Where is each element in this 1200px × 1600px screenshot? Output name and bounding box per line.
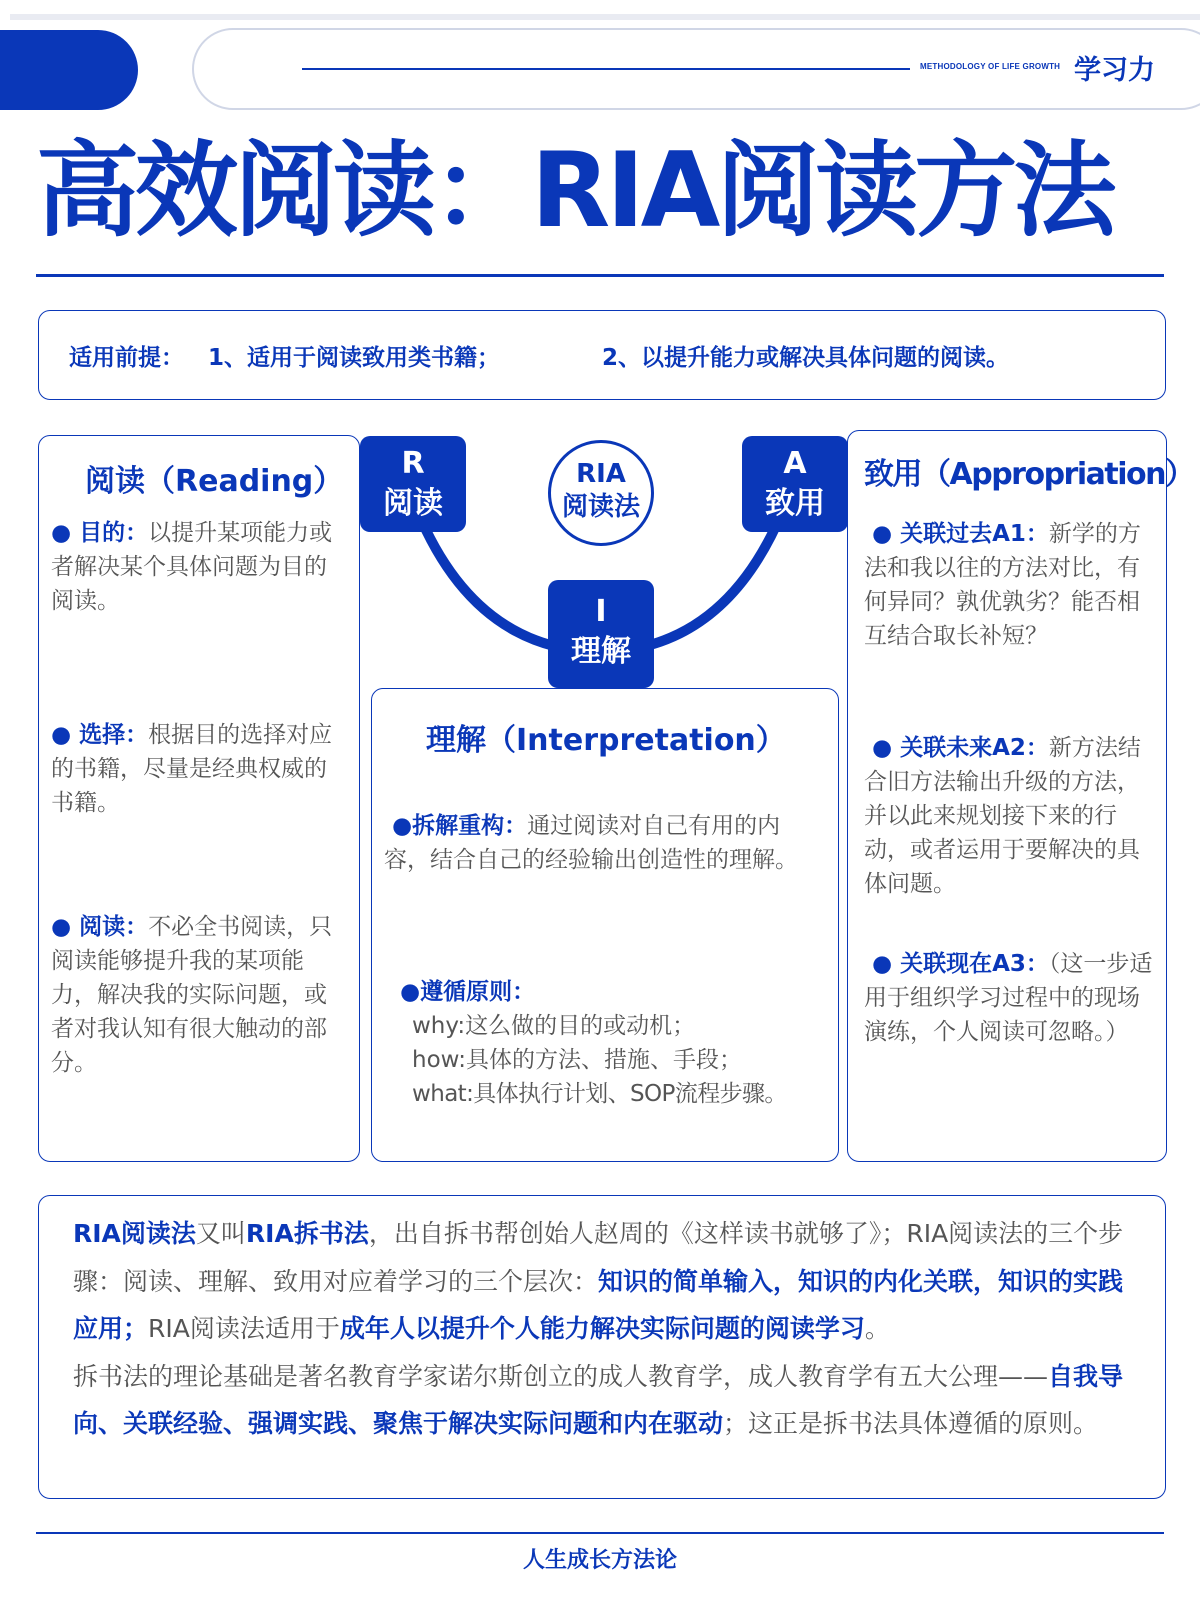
summary-bold: 成年人以提升个人能力解决实际问题的阅读学习 [339, 1314, 865, 1343]
badge-letter: I [595, 594, 607, 629]
reading-item-reading: ● 阅读：不必全书阅读，只阅读能够提升我的某项能力，解决我的实际问题，或者对我认知有很大触动的部分。 [51, 914, 333, 1076]
reading-panel [38, 435, 360, 1162]
summary-bold: RIA拆书法 [245, 1219, 369, 1248]
summary-bold: 自我导向、关联经验、强调实践、聚焦于解决实际问题和内在驱动 [73, 1361, 1124, 1438]
appropriation-item-key: 关联未来A2： [900, 735, 1049, 761]
ria-center-circle [548, 440, 654, 546]
ria-center-line2: 阅读法 [561, 492, 640, 522]
reading-item-text: 根据目的选择对应的书籍，尽量是经典权威的书籍。 [51, 722, 333, 816]
interpretation-heading: 理解（Interpretation） [426, 723, 786, 758]
summary-box [38, 1195, 1166, 1499]
premise-item-2: 2、以提升能力或解决具体问题的阅读。 [602, 344, 1010, 371]
reading-heading: 阅读（Reading） [85, 464, 344, 499]
page-title: 高效阅读：RIA阅读方法 [36, 131, 1113, 251]
badge-letter: A [783, 446, 807, 481]
reading-item-text: 以提升某项能力或者解决某个具体问题为目的阅读。 [51, 520, 333, 614]
title-divider [36, 274, 1164, 277]
appropriation-item-key: 关联现在A3： [900, 951, 1049, 977]
header-brand: 学习力 [1074, 55, 1155, 86]
summary-text: RIA阅读法适用于 [148, 1314, 340, 1343]
ria-center-line1: RIA [576, 459, 626, 489]
summary-text: ；这正是拆书法具体遵循的原则。 [723, 1409, 1099, 1438]
principle-why: why:这么做的目的或动机； [412, 1013, 696, 1039]
badge-reading [360, 436, 466, 532]
reading-item-text: 不必全书阅读，只阅读能够提升我的某项能力，解决我的实际问题，或者对我认知有很大触动的部分。 [51, 914, 333, 1076]
reading-item-purpose: ● 目的：以提升某项能力或者解决某个具体问题为目的阅读。 [51, 520, 333, 614]
reading-item-key: 阅读： [79, 914, 149, 940]
summary-bold: RIA阅读法 [73, 1219, 196, 1248]
footer-text: 人生成长方法论 [522, 1548, 677, 1573]
interpretation-item-principles: ●遵循原则： why:这么做的目的或动机； how:具体的方法、措施、手段； what:具体执行计划、SOP流程步骤。 [384, 975, 834, 1111]
interpretation-panel [371, 688, 839, 1162]
premise-item-1: 1、适用于阅读致用类书籍； [208, 344, 501, 371]
badge-appropriation [742, 436, 848, 532]
header-tab [0, 30, 138, 110]
appropriation-item-past: ● 关联过去A1：新学的方法和我以往的方法对比，有何异同？孰优孰劣？能否相互结合取长补短？ [864, 521, 1141, 649]
header-subtitle: METHODOLOGY OF LIFE GROWTH [920, 62, 1061, 71]
summary-bold: 知识的简单输入，知识的内化关联，知识的实践应用； [73, 1266, 1124, 1343]
premise-label: 适用前提： [69, 344, 184, 371]
principle-what: what:具体执行计划、SOP流程步骤。 [412, 1081, 787, 1107]
interpretation-item-deconstruct: ●拆解重构：通过阅读对自己有用的内容，结合自己的经验输出创造性的理解。 [384, 813, 798, 873]
interpretation-item-text: 通过阅读对自己有用的内容，结合自己的经验输出创造性的理解。 [384, 813, 798, 873]
premise-box [38, 310, 1166, 400]
summary-text: 。 [864, 1314, 890, 1343]
appropriation-item-text: 新方法结合旧方法输出升级的方法，并以此来规划接下来的行动，或者运用于要解决的具体问题。 [864, 735, 1141, 897]
badge-interpretation [548, 580, 654, 688]
reading-item-key: 目的： [79, 520, 149, 546]
badge-label: 理解 [571, 634, 631, 669]
appropriation-item-present: ● 关联现在A3：（这一步适用于组织学习过程中的现场演练，个人阅读可忽略。） [864, 951, 1153, 1045]
summary-text: ，出自拆书帮创始人赵周的《这样读书就够了》；RIA阅读法的三个步骤：阅读、理解、致用对应着学习的三个层次： [73, 1219, 1124, 1296]
appropriation-panel [847, 430, 1194, 1162]
header-divider [302, 68, 910, 70]
summary-paragraph-2 [73, 1353, 1135, 1448]
footer-divider [36, 1532, 1164, 1534]
reading-item-selection: ● 选择：根据目的选择对应的书籍，尽量是经典权威的书籍。 [51, 722, 333, 816]
badge-label: 阅读 [383, 486, 443, 521]
interpretation-item-key: 拆解重构： [412, 813, 528, 839]
badge-label: 致用 [765, 486, 825, 521]
appropriation-item-future: ● 关联未来A2：新方法结合旧方法输出升级的方法，并以此来规划接下来的行动，或者运用于要解决的具体问题。 [864, 735, 1141, 897]
appropriation-item-text: 新学的方法和我以往的方法对比，有何异同？孰优孰劣？能否相互结合取长补短？ [864, 521, 1141, 649]
appropriation-item-text: （这一步适用于组织学习过程中的现场演练，个人阅读可忽略。） [864, 951, 1153, 1045]
badge-letter: R [401, 446, 425, 481]
interpretation-item-key: 遵循原则： [420, 979, 536, 1005]
reading-item-key: 选择： [79, 722, 149, 748]
summary-text: 又叫 [195, 1219, 246, 1248]
summary-text: 拆书法的理论基础是著名教育学家诺尔斯创立的成人教育学，成人教育学有五大公理—— [73, 1361, 1049, 1391]
appropriation-item-key: 关联过去A1： [900, 521, 1049, 547]
appropriation-heading: 致用（Appropriation） [864, 457, 1194, 492]
principle-how: how:具体的方法、措施、手段； [412, 1047, 742, 1073]
summary-paragraph-1 [73, 1210, 1135, 1353]
